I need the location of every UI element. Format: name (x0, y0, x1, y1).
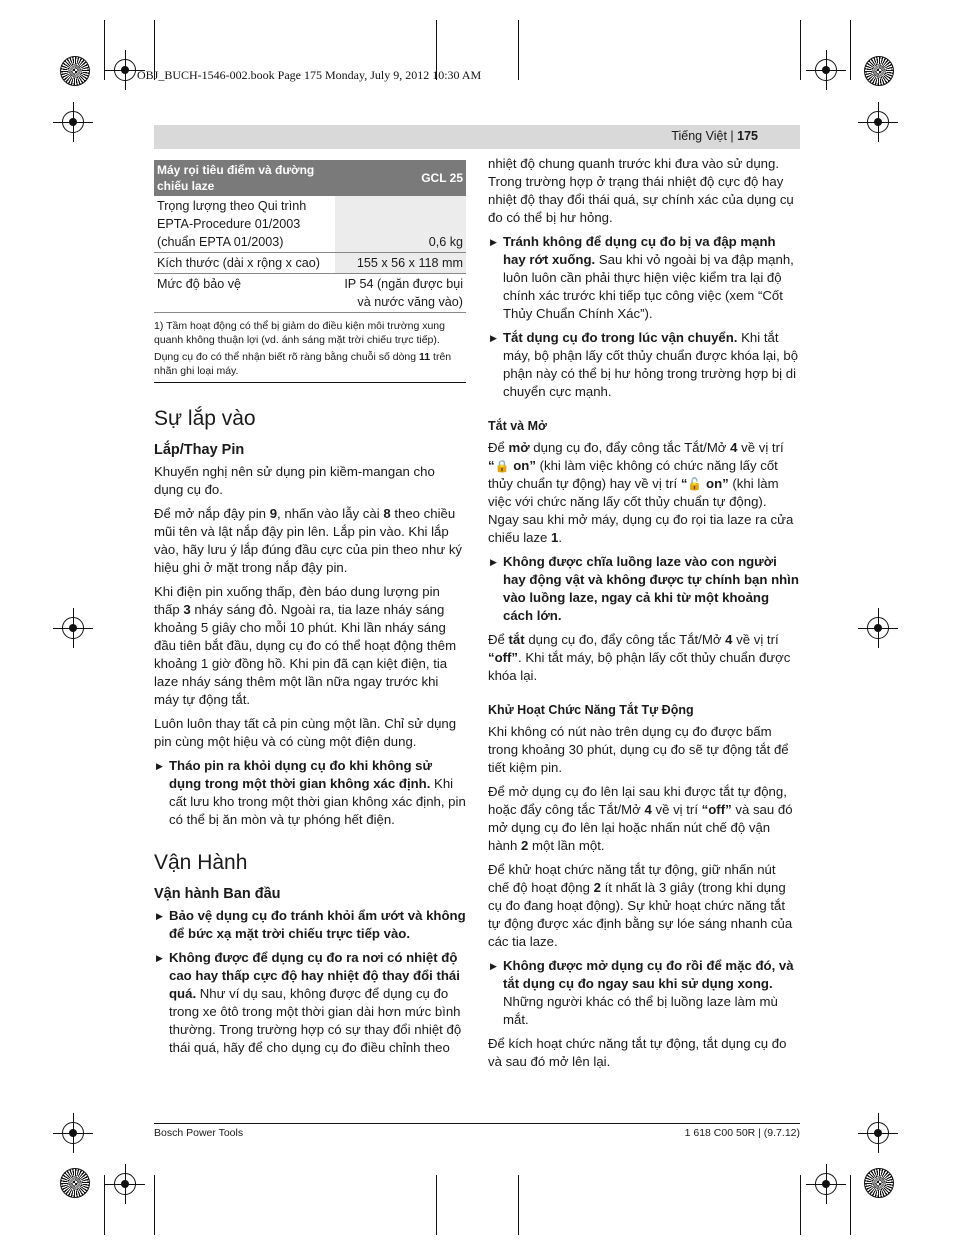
registration-crosshair (114, 59, 136, 81)
page-number: 175 (737, 129, 758, 143)
footnote: 1) Tầm hoạt động có thể bị giảm do điều kiện môi trường xung quanh không thuận lợi (vd. ánh sáng mặt trời chiếu trực tiếp). (154, 320, 445, 346)
lock-icon: 🔒 (494, 459, 510, 473)
paragraph: Khi không có nút nào trên dụng cụ đo được bấm trong khoảng 30 phút, dụng cụ đo sẽ tự động tắt để tiết kiệm pin. (488, 724, 789, 775)
spec-value: 155 x 56 x 118 mm (335, 253, 466, 274)
registration-crosshair (114, 1173, 136, 1195)
spec-table (154, 160, 466, 313)
print-slug: OBJ_BUCH-1546-002.book Page 175 Monday, July 9, 2012 10:30 AM (137, 68, 482, 82)
bullet-item: ▶ Tránh không để dụng cụ đo bị va đập mạnh hay rớt xuống. Sau khi vỏ ngoài bị va đập mạnh, luôn luôn cần phải thực hiện việc kiểm tra lại độ chính xác trước khi tiếp tục công việc (xem “Cốt Thủy Chuẩn Chính Xác”). (488, 233, 800, 323)
registration-crosshair (62, 111, 84, 133)
crop-mark (104, 1175, 105, 1235)
subsection-title: Vận hành Ban đầu (154, 886, 281, 902)
footer-doc-code: 1 618 C00 50R | (9.7.12) (684, 1127, 800, 1139)
bullet-item: ▶ Tháo pin ra khỏi dụng cụ đo khi không sử dụng trong một thời gian không xác định. Khi cất lưu kho trong một thời gian không xác định, pin có thể bị ăn mòn và tự phóng hết điện. (154, 757, 466, 829)
subheading: Khử Hoạt Chức Năng Tắt Tự Động (488, 703, 694, 717)
crop-mark (800, 20, 801, 80)
bullet-item: ▶ Không được chĩa luồng laze vào con người hay động vật và không được tự chính bạn nhìn vào luồng laze, ngay cả khi từ một khoảng cách lớn. (488, 553, 800, 625)
running-header (671, 129, 758, 143)
table-row (154, 253, 466, 274)
bullet-item: ▶ Không được để dụng cụ đo ra nơi có nhiệt độ cao hay thấp cực độ hay nhiệt độ thay đổi thái quá. Như ví dụ sau, không được để dụng cụ đo trong xe ôtô trong một thời gian dài hơn mức bình thường. Trong trường hợp có sự thay đổi nhiệt độ thái quá, hãy để cho dụng cụ đo điều chỉnh theo (154, 949, 466, 1057)
paragraph: Luôn luôn thay tất cả pin cùng một lần. Chỉ sử dụng pin cùng một hiệu và có cùng một điện dung. (154, 716, 457, 749)
header-language: Tiếng Việt (671, 129, 727, 143)
spec-label: Trọng lượng theo Qui trình EPTA-Procedure 01/2003 (chuẩn EPTA 01/2003) (154, 196, 335, 253)
spec-table-head (154, 160, 466, 196)
unlock-icon: 🔓 (687, 477, 703, 491)
subheading: Tắt và Mở (488, 419, 547, 433)
paragraph: Để mở dụng cụ đo lên lại sau khi được tắt tự động, hoặc đẩy công tắc Tắt/Mở 4 về vị trí “off” và sau đó mở dụng cụ đo lên lại hoặc nhấn nút chế độ vận hành 2 một lần một. (488, 784, 793, 853)
registration-crosshair (62, 1122, 84, 1144)
paragraph: Để khử hoạt chức năng tắt tự động, giữ nhấn nút chế độ hoạt động 2 ít nhất là 3 giây (trong khi dụng cụ đo đang hoạt động). Sự khử hoạt chức năng tắt tự động được xác định bằng sự lóe sáng nhanh của các tia laze. (488, 862, 793, 949)
crop-mark (518, 20, 519, 80)
crop-mark (518, 1175, 519, 1235)
registration-star-bottom-right (864, 1168, 894, 1198)
paragraph: Khi điện pin xuống thấp, đèn báo dung lượng pin thấp 3 nháy sáng đỏ. Ngoài ra, tia laze nháy sáng khoảng 5 giây cho mỗi 10 phút. Khi lần nháy sáng đầu tiên bắt đầu, dụng cụ đo có thể hoạt động thêm khoảng 1 giờ đồng hồ. Khi pin đã cạn kiệt điện, tia laze nháy sáng thêm một lần nữa ngay trước khi máy tự động tắt. (154, 584, 457, 707)
table-row (154, 274, 466, 313)
registration-star-top-left (60, 56, 90, 86)
registration-star-bottom-left (60, 1168, 90, 1198)
crop-mark (850, 1175, 851, 1235)
section-title: Sự lắp vào (154, 407, 256, 430)
subsection-title: Lắp/Thay Pin (154, 442, 245, 458)
footer-brand: Bosch Power Tools (154, 1127, 244, 1139)
registration-crosshair (62, 617, 84, 639)
paragraph: Để mở nắp đậy pin 9, nhấn vào lẫy cài 8 theo chiều mũi tên và lật nắp đậy pin lên. Lắp pin vào. Khi lắp vào, hãy lưu ý lắp đúng đầu cực của pin theo như ký hiệu ghi ở mặt trong nắp đậy pin. (154, 506, 463, 575)
paragraph: Để tắt dụng cụ đo, đẩy công tắc Tắt/Mở 4 về vị trí “off”. Khi tắt máy, bộ phận lấy cốt thủy chuẩn được khóa lại. (488, 632, 791, 683)
footer-rule (154, 1123, 800, 1124)
paragraph: nhiệt độ chung quanh trước khi đưa vào sử dụng. Trong trường hợp ở trạng thái nhiệt độ cực độ hay nhiệt độ thay đổi thái quá, sự chính xác của dụng cụ đo có thể bị hư hỏng. (488, 156, 794, 225)
registration-crosshair (815, 1173, 837, 1195)
spec-footnotes (154, 319, 466, 378)
bullet-item: ▶ Bảo vệ dụng cụ đo tránh khỏi ẩm ướt và không để bức xạ mặt trời chiếu trực tiếp vào. (154, 907, 466, 943)
registration-crosshair (815, 59, 837, 81)
right-column (488, 155, 800, 1077)
footnote: Dụng cụ đo có thể nhận biết rõ ràng bằng chuỗi số dòng 11 trên nhãn ghi loại máy. (154, 351, 452, 377)
bullet-item: ▶ Không được mở dụng cụ đo rồi để mặc đó, và tắt dụng cụ đo ngay sau khi sử dụng xong. Những người khác có thể bị luồng laze làm mù mắt. (488, 957, 800, 1029)
spec-head-left: Máy rọi tiêu điểm và đường chiếu laze (154, 160, 335, 196)
table-row (154, 196, 466, 253)
registration-crosshair (867, 1122, 889, 1144)
paragraph: Để mở dụng cụ đo, đẩy công tắc Tắt/Mở 4 về vị trí “🔒 on” (khi làm việc không có chức năng lấy cốt thủy chuẩn tự động) hay về vị trí “🔓 on” (khi làm việc với chức năng lấy cốt thủy chuẩn tự động). Ngay sau khi mở máy, dụng cụ đo rọi tia laze ra cửa chiếu laze 1. (488, 440, 794, 545)
registration-crosshair (867, 111, 889, 133)
bullet-item: ▶ Tắt dụng cụ đo trong lúc vận chuyển. Khi tắt máy, bộ phận lấy cốt thủy chuẩn được khóa lại, bộ phận này có thể bị hư hỏng trong trường hợp bị di chuyển cực mạnh. (488, 329, 800, 401)
crop-mark (104, 20, 105, 80)
crop-mark (850, 20, 851, 80)
spec-label: Mức độ bảo vệ (154, 274, 335, 313)
spec-label: Kích thước (dài x rộng x cao) (154, 253, 335, 274)
spec-value: 0,6 kg (335, 196, 466, 253)
crop-mark (154, 1175, 155, 1235)
registration-crosshair (867, 617, 889, 639)
spec-value: IP 54 (ngăn được bụi và nước văng vào) (335, 274, 466, 313)
paragraph: Để kích hoạt chức năng tắt tự động, tắt dụng cụ đo và sau đó mở lên lại. (488, 1036, 787, 1069)
crop-mark (436, 1175, 437, 1235)
section-title: Vận Hành (154, 851, 248, 874)
spec-head-right: GCL 25 (335, 160, 466, 196)
registration-star-top-right (864, 56, 894, 86)
footnote-rule (154, 382, 466, 383)
crop-mark (800, 1175, 801, 1235)
left-column (154, 160, 466, 1063)
paragraph: Khuyến nghị nên sử dụng pin kiềm-mangan cho dụng cụ đo. (154, 464, 435, 497)
header-separator: | (730, 129, 734, 143)
